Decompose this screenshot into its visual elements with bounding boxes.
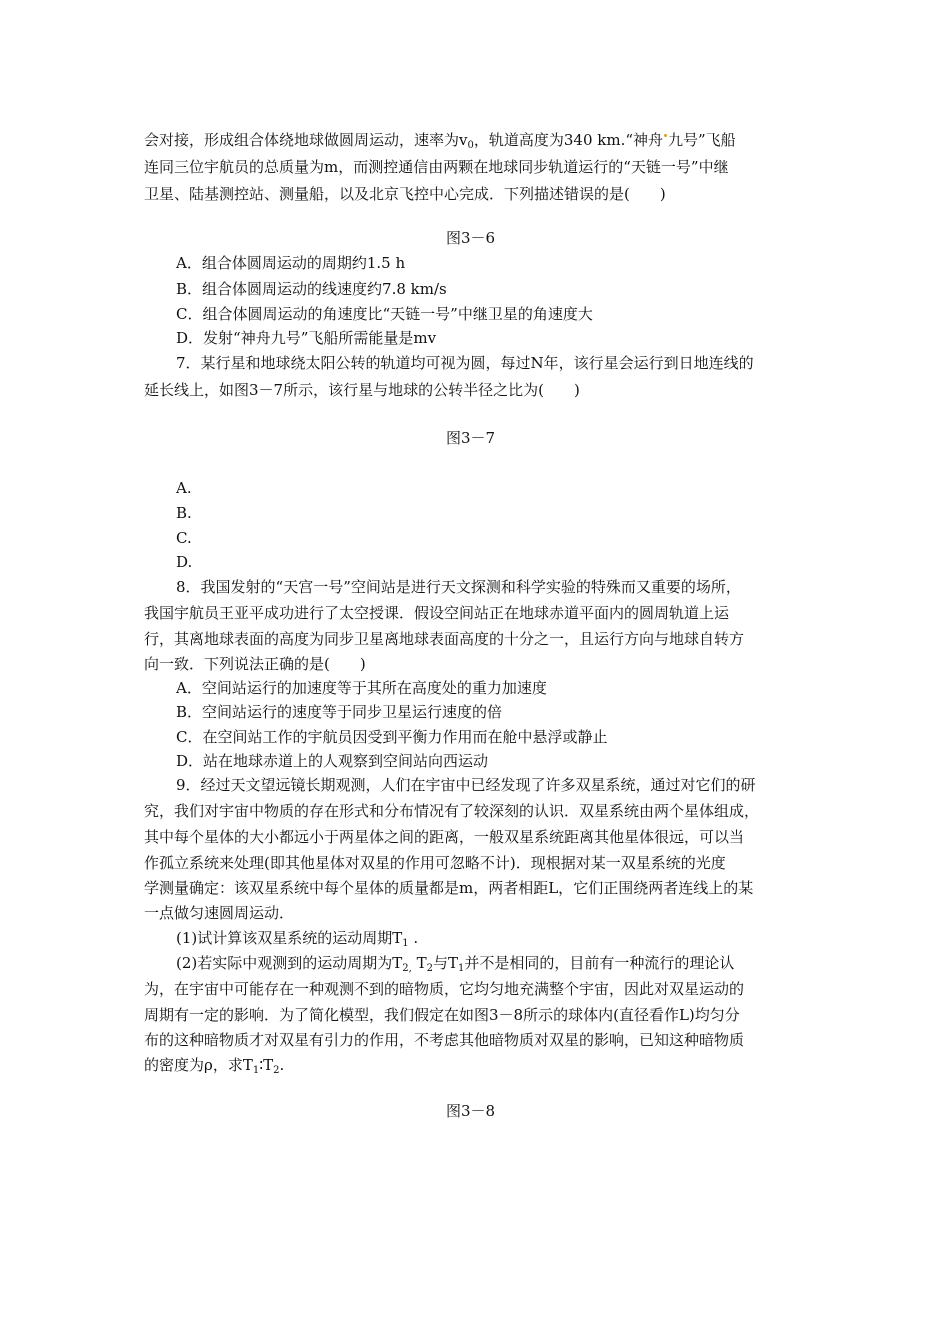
q7-option-c: C. [176, 529, 192, 547]
q9-part-1 [176, 928, 418, 948]
q8-line-3: 行，其离地球表面的高度为同步卫星离地球表面高度的十分之一，且运行方向与地球自转方 [144, 630, 745, 648]
ratio-separator: ∶T [259, 1056, 274, 1074]
q9-part-2-text-d: 并不是相同的，目前有一种流行的理论认 [464, 954, 735, 972]
q8-option-d: D．站在地球赤道上的人观察到空间站向西运动 [176, 752, 489, 770]
t2-subscript-a: 2, [402, 963, 412, 974]
figure-caption-3-7: 图3－7 [446, 429, 496, 447]
q9-part-1-text: (1)试计算该双星系统的运动周期T [176, 929, 403, 947]
q9-part-1-end: . [408, 929, 419, 947]
q9-line-11-text: 的密度为ρ，求T [144, 1056, 253, 1074]
q7-option-a: A. [176, 479, 192, 497]
q9-line-10: 布的这种暗物质才对双星有引力的作用，不考虑其他暗物质对双星的影响，已知这种暗物质 [144, 1031, 745, 1049]
t1-subscript-b: 1 [457, 963, 465, 974]
q6-option-c: C．组合体圆周运动的角速度比“天链一号”中继卫星的角速度大 [176, 305, 593, 323]
q9-line-4: 作孤立系统来处理(即其他星体对双星的作用可忽略不计)．现根据对某一双星系统的光度 [144, 854, 726, 872]
q6-line-1-text-c: 九号”飞船 [668, 131, 736, 149]
t2-subscript-b: 2 [426, 963, 433, 974]
q8-option-a: A．空间站运行的加速度等于其所在高度处的重力加速度 [176, 679, 547, 697]
q6-line-3: 卫星、陆基测控站、测量船，以及北京飞控中心完成．下列描述错误的是( ) [144, 185, 666, 203]
q9-part-2 [176, 953, 734, 973]
q8-line-1: 8．我国发射的“天宫一号”空间站是进行天文探测和科学实验的特殊而又重要的场所， [176, 578, 741, 596]
q6-line-1 [144, 130, 736, 150]
q6-line-1-text-a: 会对接，形成组合体绕地球做圆周运动，速率为v [144, 131, 468, 149]
q9-line-9: 周期有一定的影响．为了简化模型，我们假定在如图3－8所示的球体内(直径看作L)均匀分 [144, 1006, 740, 1024]
q9-part-2-text-b: T [411, 954, 427, 972]
q8-option-b: B．空间站运行的速度等于同步卫星运行速度的倍 [176, 703, 503, 721]
q6-option-a: A．组合体圆周运动的周期约1.5 h [176, 254, 406, 272]
q9-line-1: 9．经过天文望远镜长期观测，人们在宇宙中已经发现了许多双星系统，通过对它们的研 [176, 776, 756, 794]
highlight-dot [664, 134, 667, 137]
q6-option-d: D．发射“神舟九号”飞船所需能量是mv [176, 329, 437, 347]
q8-line-2: 我国宇航员王亚平成功进行了太空授课．假设空间站正在地球赤道平面内的圆周轨道上运 [144, 604, 730, 622]
q7-option-d: D. [176, 553, 193, 571]
q7-line-2: 延长线上，如图3－7所示，该行星与地球的公转半径之比为( ) [144, 381, 580, 399]
figure-caption-3-8: 图3－8 [446, 1102, 496, 1120]
q9-part-2-text-a: (2)若实际中观测到的运动周期为T [176, 954, 403, 972]
q7-line-1: 7．某行星和地球绕太阳公转的轨道均可视为圆，每过N年，该行星会运行到日地连线的 [176, 354, 754, 372]
q9-line-11-end: . [279, 1056, 285, 1074]
q9-line-2: 究，我们对宇宙中物质的存在形式和分布情况有了较深刻的认识．双星系统由两个星体组成， [144, 802, 760, 820]
figure-caption-3-6: 图3－6 [446, 229, 496, 247]
ratio-t2-subscript: 2 [273, 1065, 280, 1076]
q9-line-11 [144, 1055, 284, 1075]
q6-line-1-text-b: ，轨道高度为340 km.“神舟 [473, 131, 664, 149]
q8-line-4: 向一致．下列说法正确的是( ) [144, 655, 366, 673]
q9-line-6: 一点做匀速圆周运动． [144, 904, 295, 922]
v0-subscript: 0 [467, 140, 474, 151]
q9-line-3: 其中每个星体的大小都远小于两星体之间的距离，一般双星系统距离其他星体很远，可以当 [144, 828, 745, 846]
q9-line-5: 学测量确定：该双星系统中每个星体的质量都是m，两者相距L，它们正围绕两者连线上的某 [144, 879, 754, 897]
q8-option-c: C．在空间站工作的宇航员因受到平衡力作用而在舱中悬浮或静止 [176, 728, 608, 746]
ratio-t1-subscript: 1 [252, 1065, 260, 1076]
q9-part-2-text-c: 与T [432, 954, 458, 972]
t1-subscript: 1 [402, 938, 409, 949]
q7-option-b: B. [176, 504, 192, 522]
q6-line-2: 连同三位宇航员的总质量为m，而测控通信由两颗在地球同步轨道运行的“天链一号”中继 [144, 158, 729, 176]
q6-option-b: B．组合体圆周运动的线速度约7.8 km/s [176, 280, 447, 298]
q9-line-8: 为，在宇宙中可能存在一种观测不到的暗物质，它均匀地充满整个宇宙，因此对双星运动的 [144, 980, 745, 998]
